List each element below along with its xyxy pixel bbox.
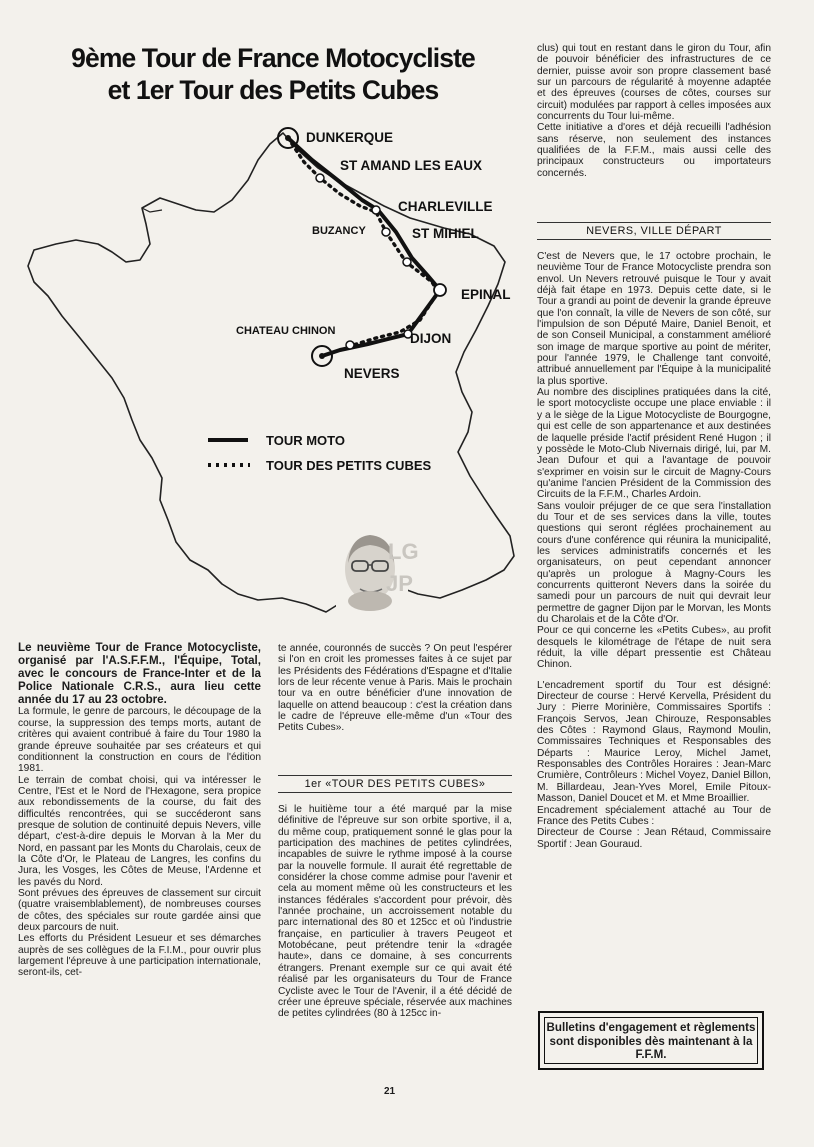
epinal-marker	[434, 284, 446, 296]
chateau-chinon-marker	[346, 341, 354, 349]
title-line-2: et 1er Tour des Petits Cubes	[107, 75, 439, 105]
col1-paragraph-1: La formule, le genre de parcours, le découpage de la course, la suppression des temps morts, autant de critères qui avaient contribué à faire du Tour 1980 la grande épreuve souhaitée par ses créateurs et qui conditionnent la construction en cours de l'édition 1981.	[18, 706, 261, 775]
col3-paragraph-2: Cette initiative a d'ores et déjà recueilli l'adhésion sans réserve, non seulement des instances qualifiées de la F.F.M., mais aussi celle des principaux constructeurs ou importateurs concernés.	[537, 122, 771, 179]
label-dunkerque: DUNKERQUE	[306, 130, 394, 145]
buzancy-marker	[382, 228, 390, 236]
label-charleville: CHARLEVILLE	[398, 199, 493, 214]
charleville-marker	[372, 206, 380, 214]
col3-paragraph-9: Directeur de Course : Jean Rétaud, Commissaire Sportif : Jean Gouraud.	[537, 827, 771, 850]
notice-box	[538, 1011, 764, 1070]
col3-paragraph-7: L'encadrement sportif du Tour est désigné: Directeur de course : Hervé Kervella, Président du Jury : Pierre Morinière, Commissaires Sportifs : François Servos, Jean Chirouze, Responsables des Côtes : Raymond Glaus, Raymond Moulin, Commissaires Techniques et Responsables des Départs : Maurice Leroy, Michel Jamet, Responsables des Contrôles Horaires : Jean-Marc Crumière, Contrôleurs : Michel Voyez, Daniel Billon, M. Billardeau, Jean-Yves Morel, Emile Pitoux-Masson, Daniel Doucet et M. et Mme Broaillier.	[537, 679, 771, 805]
portrait-photo	[336, 523, 419, 615]
notice-text: Bulletins d'engagement et règlements sont disponibles dès maintenant à la F.F.M.	[544, 1017, 758, 1064]
label-epinal: EPINAL	[461, 287, 511, 302]
col1-paragraph-3: Sont prévues des épreuves de classement sur circuit (quatre vraisemblablement), de nombreuses courses de côtes, des spéciales sur route gardée ainsi que deux parcours de nuit.	[18, 887, 261, 933]
st-mihiel-marker	[403, 258, 411, 266]
legend-moto-label: TOUR MOTO	[266, 433, 345, 448]
article-title	[18, 42, 528, 106]
column-2-lower	[278, 804, 512, 1020]
col3-paragraph-6: Pour ce qui concerne les «Petits Cubes», au profit desquels le kilométrage de l'étape de nuit sera réduit, la ville départ pressentie est Château Chinon.	[537, 625, 771, 671]
dunkerque-dot	[285, 135, 291, 141]
col2-paragraph-1: te année, couronnés de succès ? On peut l'espérer si l'on en croit les promesses faites à ce sujet par les Présidents des Fédérations d'Espagne et d'Italie lors de leur récente venue à Paris. Mais le prochain tour va en outre bénéficier d'une innovation de laquelle on attend beaucoup : c'est la création dans le cadre de l'épreuve elle-même d'un «Tour des Petits Cubes».	[278, 643, 512, 734]
st-amand-marker	[316, 174, 324, 182]
route-map	[0, 108, 535, 638]
section-heading-petits-cubes: 1er «TOUR DES PETITS CUBES»	[278, 775, 512, 793]
column-2	[278, 643, 512, 734]
col2-paragraph-2: Si le huitième tour a été marqué par la mise définitive de l'épreuve sur son orbite sportive, il a, du même coup, pratiquement sonné le glas pour la participation des machines de petites cylindrées, incapables de suivre le rythme imposé à la course par la nouvelle formule. Il aurait été regrettable de considérer la chose comme admise pour l'avenir et cela au moment même où les constructeurs et les instances fédérales s'accordent pour prévoir, dès l'année prochaine, un accroissement notable du parc international des 80 et 125cc et où l'industrie française, en particulier à travers Peugeot et Motobécane, peut prétendre tenir la «dragée haute», dans ce domaine, à ses concurrents étrangers. Prenant exemple sur ce qui avait été réalisé par les organisateurs du Tour de France Cycliste avec le Tour de l'Avenir, il a été décidé de créer une épreuve spéciale, réservée aux machines de petites cylindrées (80 à 125cc in-	[278, 804, 512, 1020]
col3-paragraph-5: Sans vouloir préjuger de ce que sera l'installation du Tour et de ses services dans la ville, toutes questions qui seront réglées prochainement au cours d'une conférence qui réunira la municipalité, les services administratifs concernés et les organisateurs, on peut cependant annoncer qu'après un prologue à Magny-Cours les concurrents quitteront Nevers dans la soirée du samedi pour un parcours de nuit qui devrait leur permettre de gagner Dijon par le Morvan, les Monts du Charolais et de la Côte d'Or.	[537, 500, 771, 625]
col3-paragraph-3: C'est de Nevers que, le 17 octobre prochain, le neuvième Tour de France Motocycliste prendra son envol. Un Nevers retrouvé puisque le Tour y avait déjà fait étape en 1973. Depuis cette date, si le Tour a grandi au point de devenir la grande épreuve que l'on connaît, la ville de Nevers de son côté, sur l'impulsion de son Député Maire, Daniel Benoit, et de son Conseil Municipal, a constamment amélioré son image de marque sportive au point de mériter, pour l'année 1979, le Challenge tant convoité, attribué annuellement par l'Équipe à la municipalité la plus sportive.	[537, 251, 771, 387]
coast-detail	[142, 208, 162, 212]
lead-paragraph: Le neuvième Tour de France Motocycliste, organisé par l'A.S.F.F.M., l'Équipe, Total, avec le concours de France-Inter et de la Police Nationale C.R.S., aura lieu cette année du 17 au 23 octobre.	[18, 641, 261, 707]
title-line-1: 9ème Tour de France Motocycliste	[71, 43, 475, 73]
label-chateau-chinon: CHATEAU CHINON	[236, 325, 336, 337]
col3-paragraph-1: clus) qui tout en restant dans le giron du Tour, afin de pouvoir bénéficier des infrastructures de ce dernier, puisse avoir son propre classement basé sur un parcours de régularité à moyenne adaptée et des épreuves (courses de côtes, courses sur circuit) modulées par rapport à celles imposées aux concurrents du Tour lui-même.	[537, 43, 771, 123]
col3-paragraph-4: Au nombre des disciplines pratiquées dans la cité, le sport motocycliste occupe une place enviable : il y a le siège de la Ligue Motocycliste de Bourgogne, qui est celle de son appartenance et aux destinées de laquelle préside l'actif président René Hugon ; il y possède le Moto-Club Nivernais dirigé, lui, par M. Jean Dufour et qui a l'avantage de pouvoir s'exprimer en voisin sur le circuit de Magny-Cours qu'anime l'ancien Président de la Commission des Circuits de la F.F.M., Charles Ardoin.	[537, 387, 771, 501]
label-dijon: DIJON	[410, 331, 452, 346]
watermark-lg: LG	[388, 539, 419, 564]
nevers-dot	[319, 353, 325, 359]
column-1	[18, 641, 261, 979]
label-st-mihiel: ST MIHIEL	[412, 226, 479, 241]
label-st-amand: ST AMAND LES EAUX	[340, 158, 483, 173]
label-nevers: NEVERS	[344, 366, 400, 381]
label-buzancy: BUZANCY	[312, 225, 366, 237]
col1-paragraph-2: Le terrain de combat choisi, qui va intéresser le Centre, l'Est et le Nord de l'Hexagone, sera propice aux rebondissements de la course, du fait des difficultés rencontrées, qui se succéderont sans presque de solution de continuité depuis Nevers, ville départ, c'est-à-dire depuis le Morvan à la Mer du Nord, en passant par les Monts du Charolais, ceux de la Côte d'Or, le Plateau de Langres, les confins du Jura, les Vosges, les Côtes de Meuse, l'Ardenne et les pavés du Nord.	[18, 774, 261, 888]
col3-paragraph-8: Encadrement spécialement attaché au Tour de France des Petits Cubes :	[537, 804, 771, 827]
legend-petits-cubes-label: TOUR DES PETITS CUBES	[266, 458, 432, 473]
section-heading-nevers: NEVERS, VILLE DÉPART	[537, 222, 771, 240]
column-3-top	[537, 43, 771, 179]
page-number: 21	[384, 1086, 396, 1097]
column-3-main	[537, 251, 771, 850]
watermark-jp: JP	[386, 571, 413, 596]
col1-paragraph-4: Les efforts du Président Lesueur et ses démarches auprès de ses collègues de la F.I.M., pour ouvrir plus largement l'épreuve à une participation internationale, seront-ils, cet-	[18, 933, 261, 979]
